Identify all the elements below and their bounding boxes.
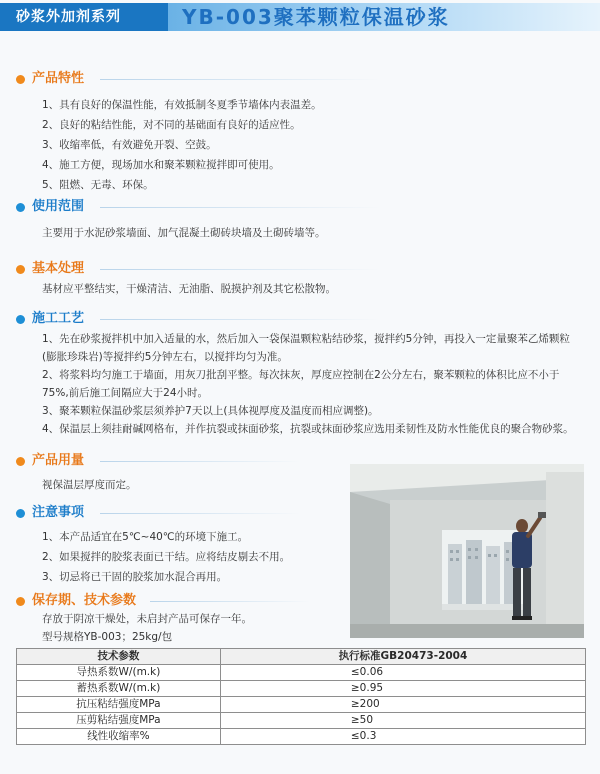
section-title: 使用范围 <box>32 199 85 214</box>
storage-text: 存放于阴凉干燥处，未启封产品可保存一年。 <box>42 613 252 625</box>
note-item: 3、切忌将已干固的胶浆加水混合再用。 <box>42 571 228 583</box>
param-name: 线性收缩率% <box>17 729 221 745</box>
process-item: 2、将浆料均匀施工于墙面，用灰刀批刮平整。每次抹灰，厚度应控制在2公分左右，聚苯颗粒的体积比应不小于75%,前后施工间隔应大于24小时。 <box>42 369 560 399</box>
divider <box>100 207 380 208</box>
section-title: 注意事项 <box>32 505 85 520</box>
page-title: YB-003聚苯颗粒保温砂浆 <box>182 5 450 29</box>
bullet-icon <box>16 509 25 518</box>
feature-item: 1、具有良好的保温性能，有效抵制冬夏季节墙体内表温差。 <box>42 99 322 111</box>
table-header: 技术参数 <box>17 649 221 665</box>
bullet-icon <box>16 315 25 324</box>
divider <box>100 269 380 270</box>
table-row <box>17 729 586 745</box>
divider <box>100 79 380 80</box>
bullet-icon <box>16 457 25 466</box>
section-scope-heading <box>10 198 570 216</box>
param-name: 导热系数W/(m.k) <box>17 665 221 681</box>
param-name: 蓄热系数W/(m.k) <box>17 681 221 697</box>
divider <box>150 601 310 602</box>
table-header-row <box>17 649 586 665</box>
divider <box>100 513 300 514</box>
param-value: ≤0.3 <box>220 729 585 745</box>
feature-item: 3、收缩率低，有效避免开裂、空鼓。 <box>42 139 217 151</box>
section-title: 施工工艺 <box>32 311 85 326</box>
process-item: 3、聚苯颗粒保温砂浆层须养护7天以上(具体视厚度及温度而相应调整)。 <box>42 405 379 417</box>
param-value: ≥200 <box>220 697 585 713</box>
spec-text: 型号规格YB-003；25kg/包 <box>42 631 173 643</box>
table-row <box>17 713 586 729</box>
section-title: 产品特性 <box>32 71 85 86</box>
worker-plastering-wall-illustration <box>350 464 584 638</box>
section-features-heading <box>10 70 570 88</box>
tech-params-table <box>16 648 586 745</box>
construction-photo <box>350 464 584 638</box>
note-item: 2、如果搅拌的胶浆表面已干结。应将结皮剔去不用。 <box>42 551 291 563</box>
section-title: 产品用量 <box>32 453 85 468</box>
divider <box>100 461 300 462</box>
process-item: 4、保温层上须挂耐碱网格布，并作抗裂或抹面砂浆，抗裂或抹面砂浆应选用柔韧性及防水性能优良的聚合物砂浆。 <box>42 423 574 435</box>
process-item: 1、先在砂浆搅拌机中加入适量的水，然后加入一袋保温颗粒粘结砂浆，搅拌约5分钟，再投入一定量聚苯乙烯颗粒(膨胀珍珠岩)等搅拌约5分钟左右，以搅拌均匀为准。 <box>42 333 570 363</box>
table-row <box>17 697 586 713</box>
bullet-icon <box>16 203 25 212</box>
bullet-icon <box>16 75 25 84</box>
table-header: 执行标准GB20473-2004 <box>220 649 585 665</box>
note-item: 1、本产品适宜在5℃~40℃的环境下施工。 <box>42 531 249 543</box>
param-value: ≤0.06 <box>220 665 585 681</box>
series-label: 砂浆外加剂系列 <box>0 3 168 31</box>
feature-item: 2、良好的粘结性能，对不同的基础面有良好的适应性。 <box>42 119 301 131</box>
param-value: ≥0.95 <box>220 681 585 697</box>
section-base-heading <box>10 260 570 278</box>
scope-text: 主要用于水泥砂浆墙面、加气混凝土砌砖块墙及土砌砖墙等。 <box>42 227 326 239</box>
param-name: 抗压粘结强度MPa <box>17 697 221 713</box>
section-process-heading <box>10 310 570 328</box>
dosage-text: 视保温层厚度而定。 <box>42 479 137 491</box>
bullet-icon <box>16 265 25 274</box>
feature-item: 4、施工方便，现场加水和聚苯颗粒搅拌即可使用。 <box>42 159 280 171</box>
param-value: ≥50 <box>220 713 585 729</box>
table-row <box>17 681 586 697</box>
section-title: 基本处理 <box>32 261 85 276</box>
param-name: 压剪粘结强度MPa <box>17 713 221 729</box>
base-text: 基材应平整结实，干燥清洁、无油脂、脱摸护剂及其它松散物。 <box>42 283 336 295</box>
divider <box>100 319 380 320</box>
page-header <box>0 0 600 36</box>
section-title: 保存期、技术参数 <box>32 593 137 608</box>
feature-item: 5、阻燃、无毒、环保。 <box>42 179 154 191</box>
table-row <box>17 665 586 681</box>
bullet-icon <box>16 597 25 606</box>
